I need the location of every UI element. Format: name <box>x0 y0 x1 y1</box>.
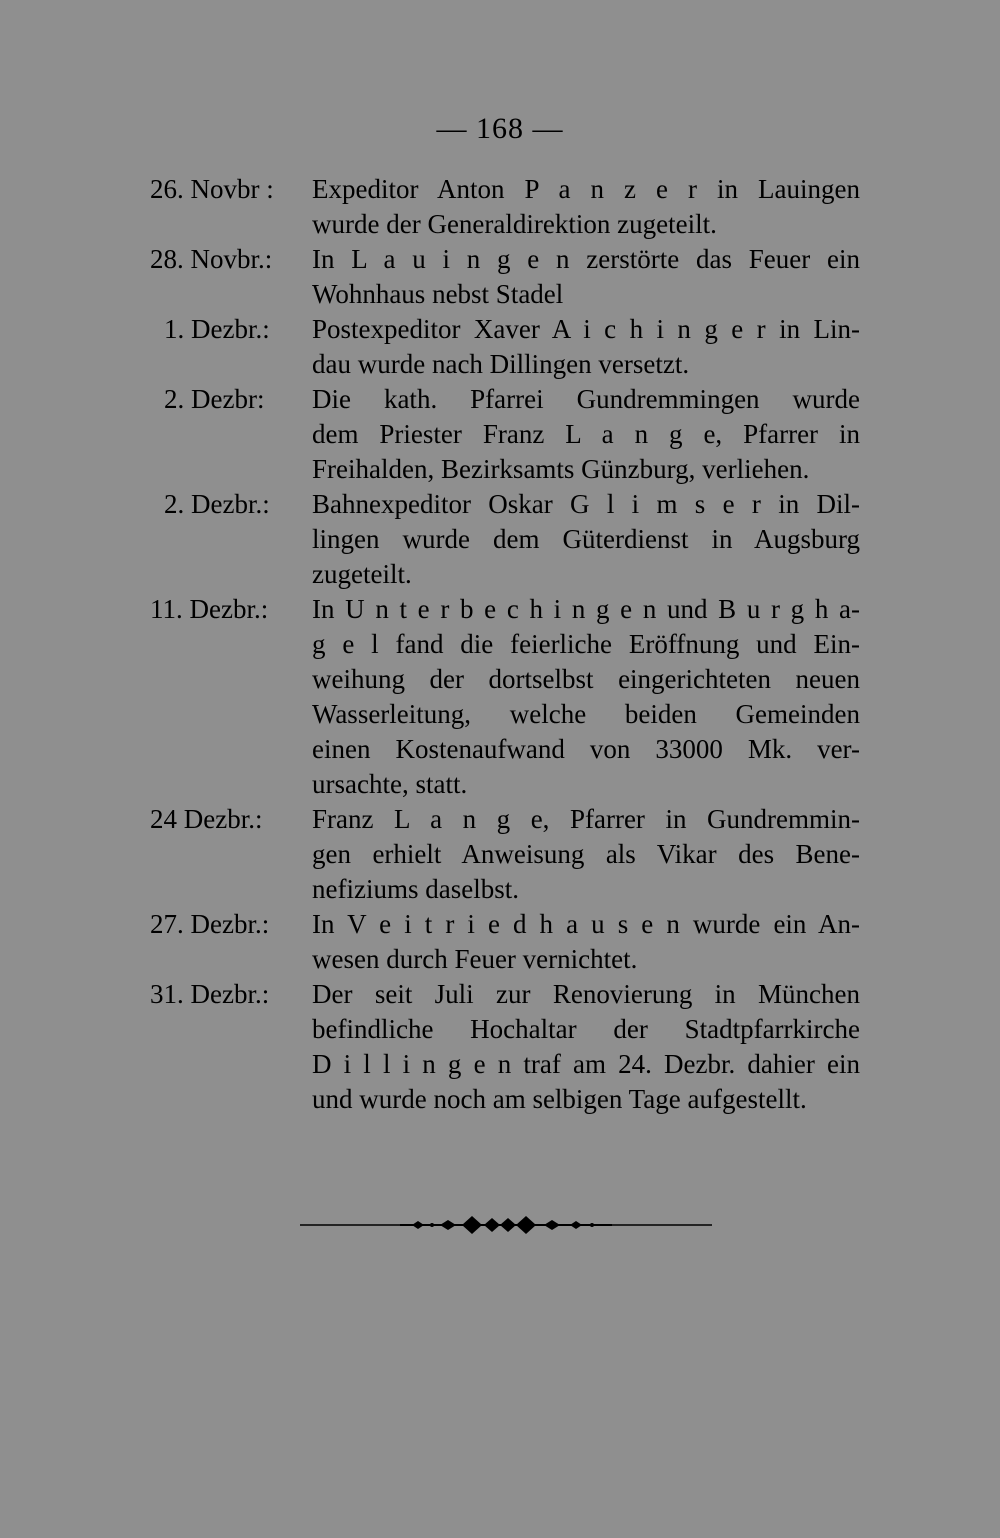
chronicle-entry <box>150 382 860 487</box>
chronicle-entry <box>150 907 860 977</box>
entry-text-line: ursachte, statt. <box>312 769 468 799</box>
entry-text-line: lingen wurde dem Güterdienst in Augsburg <box>312 524 860 554</box>
entry-text-line: und wurde noch am selbigen Tage aufgestellt. <box>312 1084 807 1114</box>
entry-text-line: Expeditor Anton P a n z e r in Lauingen <box>312 174 860 204</box>
chronicle-entry <box>150 312 860 382</box>
entry-date: 24 Dezbr.: <box>150 804 263 834</box>
entry-date: 2. Dezbr: <box>164 384 265 414</box>
entry-text-line: wesen durch Feuer vernichtet. <box>312 944 638 974</box>
entry-text-line: Die kath. Pfarrei Gundremmingen wurde <box>312 384 860 414</box>
entry-text <box>312 977 860 1117</box>
entry-text-line: dau wurde nach Dillingen versetzt. <box>312 349 690 379</box>
entry-text-line: In L a u i n g e n zerstörte das Feuer ein <box>312 244 860 274</box>
entry-date: 26. Novbr : <box>150 174 274 204</box>
entry-text-line: Franz L a n g e, Pfarrer in Gundremmin- <box>312 804 860 834</box>
entry-text-line: einen Kostenaufwand von 33000 Mk. ver- <box>312 734 860 764</box>
entry-text-line: Postexpeditor Xaver A i c h i n g e r in Lin- <box>312 314 860 344</box>
entry-text-line: dem Priester Franz L a n g e, Pfarrer in <box>312 419 860 449</box>
entry-text <box>312 312 860 382</box>
entry-text-line: wurde der Generaldirektion zugeteilt. <box>312 209 717 239</box>
chronicle-entry <box>150 487 860 592</box>
entry-text-line: In V e i t r i e d h a u s e n wurde ein An- <box>312 909 860 939</box>
entry-text-line: D i l l i n g e n traf am 24. Dezbr. dahier ein <box>312 1049 860 1079</box>
entry-date: 1. Dezbr.: <box>164 314 270 344</box>
entry-date: 11. Dezbr.: <box>150 594 269 624</box>
chronicle-entry <box>150 592 860 802</box>
chronicle-entries <box>150 172 860 1117</box>
entry-text-line: zugeteilt. <box>312 559 412 589</box>
entry-text-line: gen erhielt Anweisung als Vikar des Bene- <box>312 839 860 869</box>
divider-ornament <box>300 1210 712 1240</box>
entry-text-line: g e l fand die feierliche Eröffnung und Ein- <box>312 629 860 659</box>
entry-text <box>312 172 860 242</box>
entry-text-line: befindliche Hochaltar der Stadtpfarrkirche <box>312 1014 860 1044</box>
chronicle-entry <box>150 242 860 312</box>
entry-text <box>312 907 860 977</box>
chronicle-entry <box>150 172 860 242</box>
entry-text-line: In U n t e r b e c h i n g e n und B u r g h a- <box>312 594 860 624</box>
entry-text-line: Bahnexpeditor Oskar G l i m s e r in Dil- <box>312 489 860 519</box>
page-number: — 168 — <box>436 112 564 145</box>
entry-text-line: Wasserleitung, welche beiden Gemeinden <box>312 699 860 729</box>
entry-text-line: Freihalden, Bezirksamts Günzburg, verliehen. <box>312 454 810 484</box>
entry-text-line: Wohnhaus nebst Stadel <box>312 279 564 309</box>
entry-date: 27. Dezbr.: <box>150 909 270 939</box>
ornament-graphic <box>300 1210 712 1240</box>
entry-date: 2. Dezbr.: <box>164 489 270 519</box>
entry-date: 31. Dezbr.: <box>150 979 270 1009</box>
entry-text <box>312 487 860 592</box>
chronicle-entry <box>150 977 860 1117</box>
entry-text-line: Der seit Juli zur Renovierung in München <box>312 979 860 1009</box>
entry-text <box>312 382 860 487</box>
entry-text <box>312 802 860 907</box>
entry-text-line: nefiziums daselbst. <box>312 874 519 904</box>
entry-text-line: weihung der dortselbst eingerichteten neuen <box>312 664 860 694</box>
entry-text <box>312 592 860 802</box>
entry-text <box>312 242 860 312</box>
entry-date: 28. Novbr.: <box>150 244 273 274</box>
chronicle-entry <box>150 802 860 907</box>
